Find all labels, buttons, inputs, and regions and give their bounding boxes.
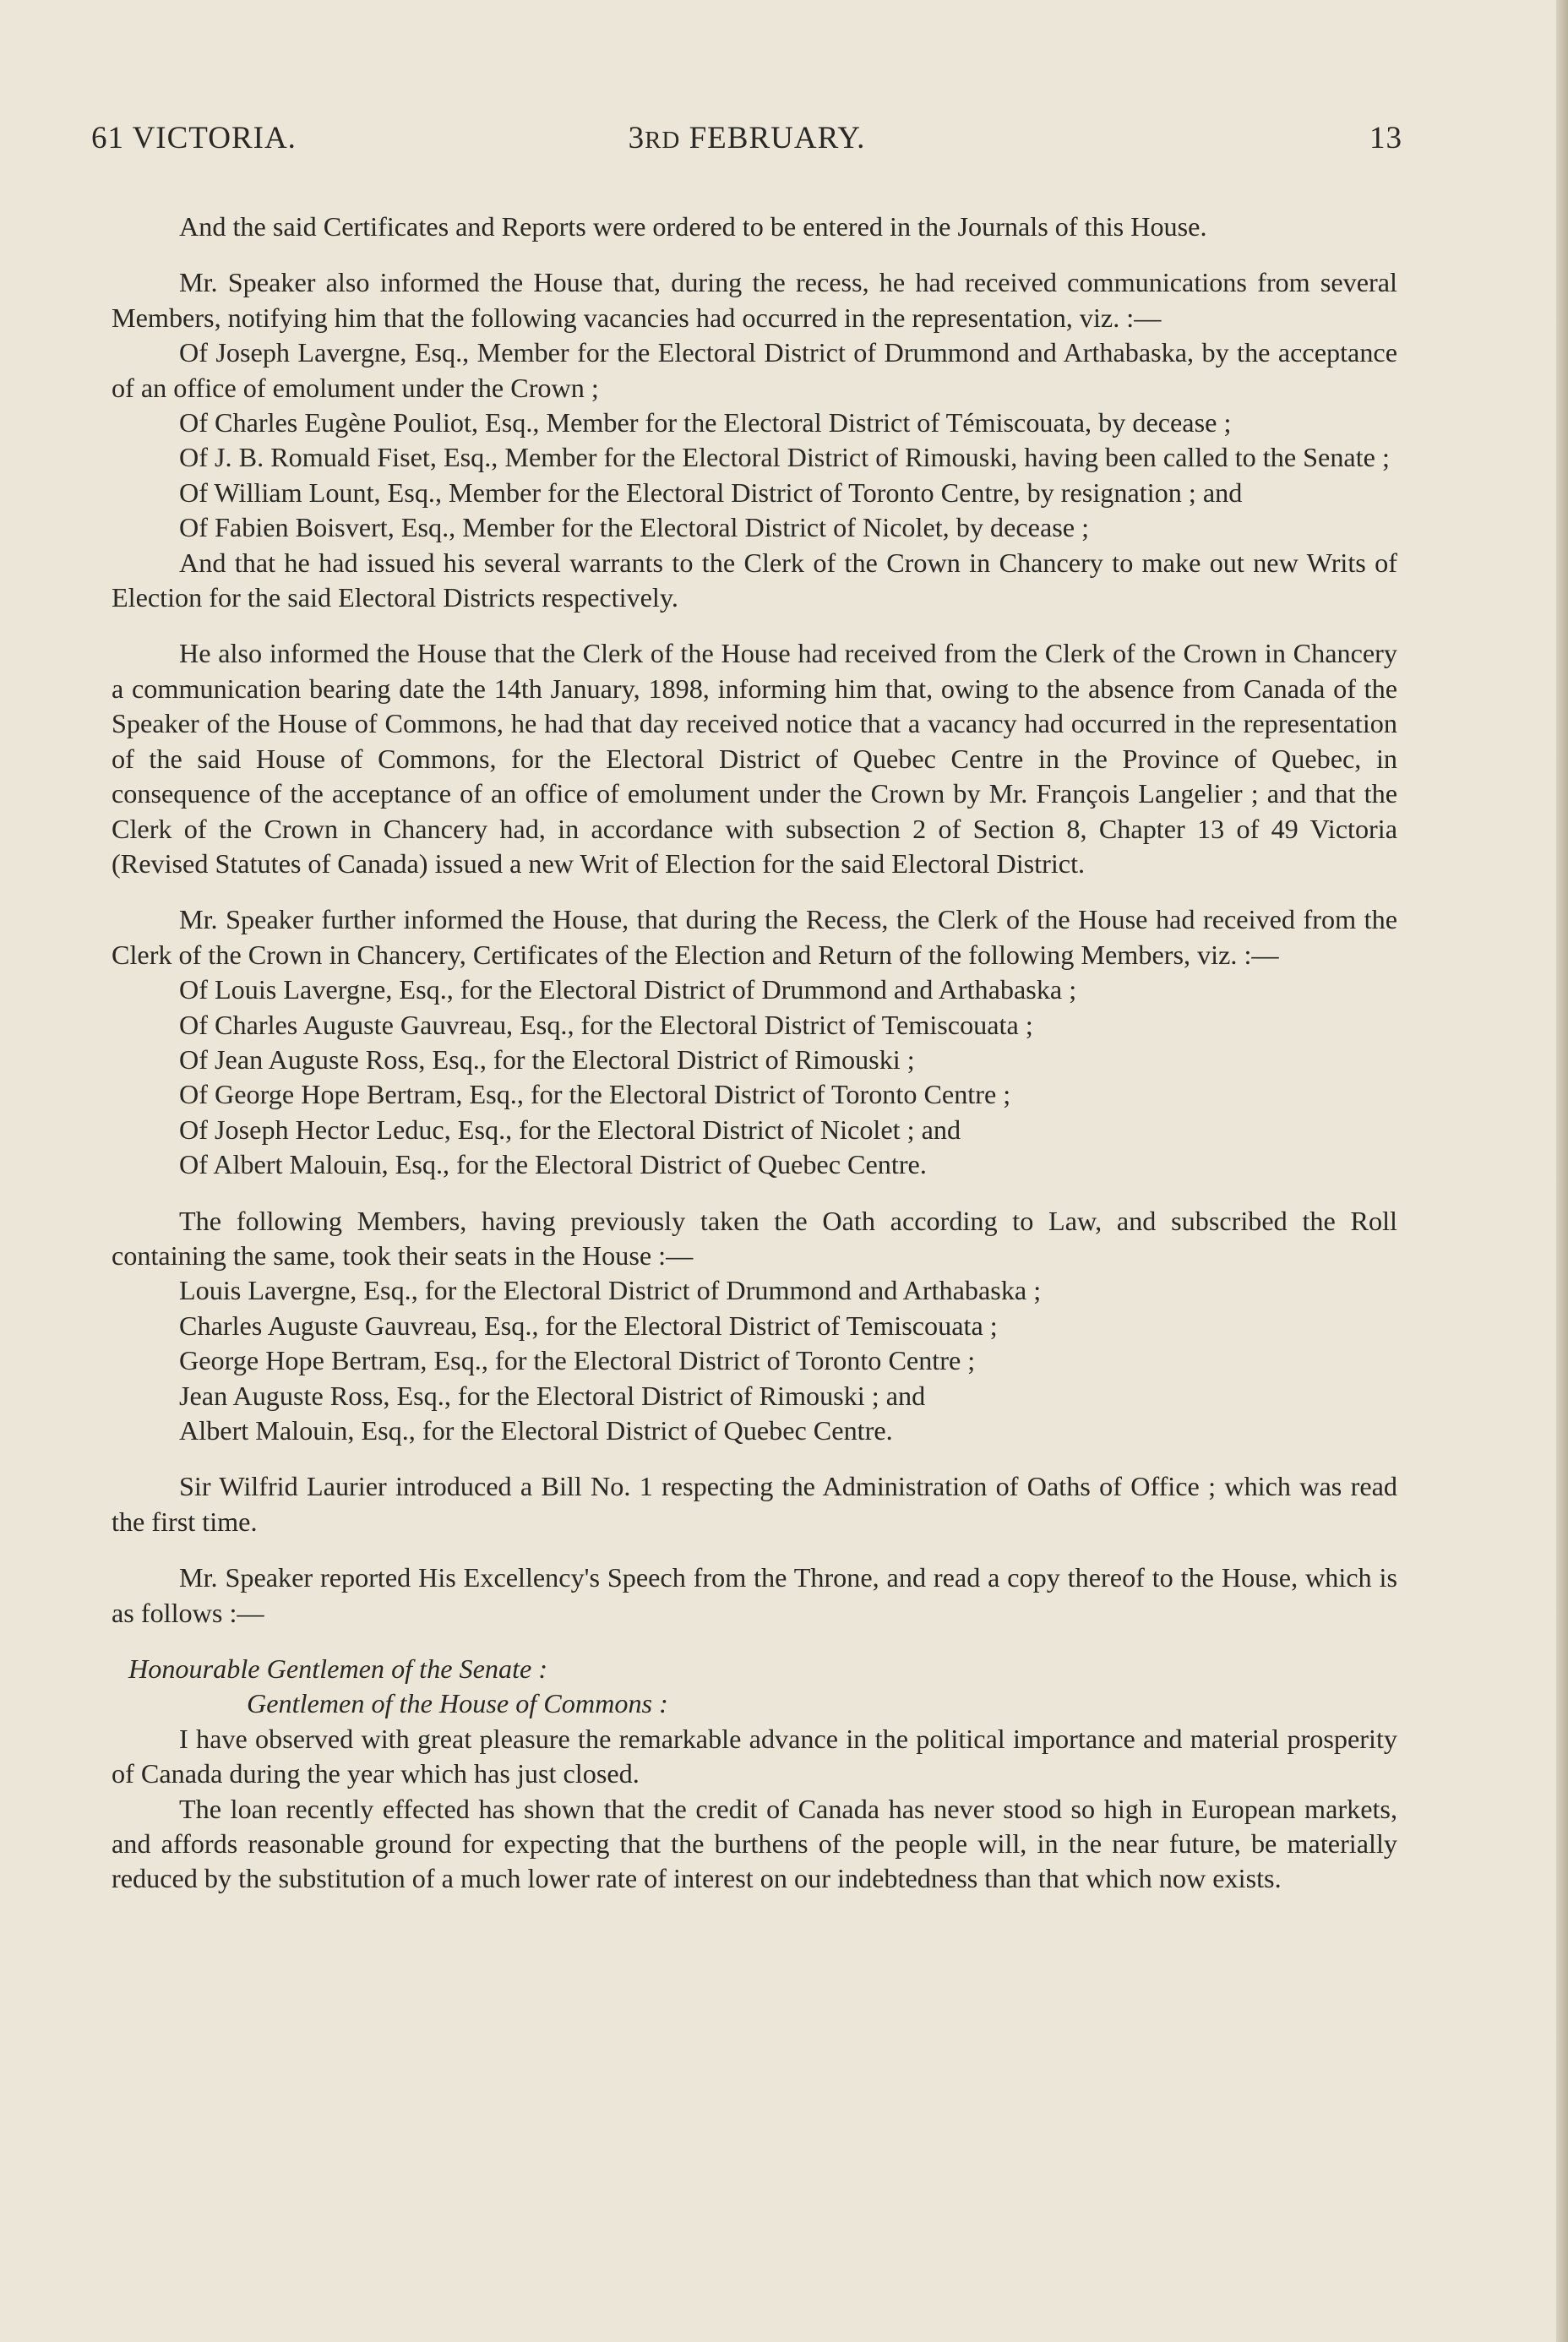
elected-member: Of Charles Auguste Gauvreau, Esq., for the Electoral District of Temiscouata ; xyxy=(179,1009,1033,1040)
elected-member: Of Albert Malouin, Esq., for the Electoral District of Quebec Centre. xyxy=(179,1149,927,1180)
seated-member: Louis Lavergne, Esq., for the Electoral District of Drummond and Arthabaska ; xyxy=(179,1275,1042,1306)
header-date: 3RD FEBRUARY. xyxy=(628,121,866,155)
speech-paragraph: The loan recently effected has shown that the credit of Canada has never stood so high in European markets, and affords reasonable ground for expecting that the burthens of the people will, in the near future, be materially reduced by the substitution of a much lower rate of interest on our indebtedness than that which now exists. xyxy=(112,1793,1397,1894)
elected-member: Of Jean Auguste Ross, Esq., for the Electoral District of Rimouski ; xyxy=(179,1043,915,1075)
vacancy-item: Of J. B. Romuald Fiset, Esq., Member for the Electoral District of Rimouski, having been called to the Senate ; xyxy=(179,442,1390,473)
page-edge-shadow xyxy=(1556,0,1568,2342)
header-session: 61 VICTORIA. xyxy=(91,121,297,155)
vacancy-item: Of William Lount, Esq., Member for the Electoral District of Toronto Centre, by resignation ; and xyxy=(179,477,1243,508)
paragraph-vacancies-intro: Mr. Speaker also informed the House that, during the recess, he had received communications from several Members, notifying him that the following vacancies had occurred in the representation, viz. :— xyxy=(112,267,1397,333)
paragraph-bill-one: Sir Wilfrid Laurier introduced a Bill No. 1 respecting the Administration of Oaths of Office ; which was read the first time. xyxy=(112,1471,1397,1537)
vacancy-item: Of Joseph Lavergne, Esq., Member for the Electoral District of Drummond and Arthabaska, by the acceptance of an office of emolument under the Crown ; xyxy=(112,337,1397,403)
seated-member: Albert Malouin, Esq., for the Electoral District of Quebec Centre. xyxy=(179,1415,893,1446)
seated-member: George Hope Bertram, Esq., for the Electoral District of Toronto Centre ; xyxy=(179,1345,976,1376)
paragraph-quebec-centre: He also informed the House that the Clerk of the House had received from the Clerk of the Crown in Chancery a communication bearing date the 14th January, 1898, informing him that, owing to the absence from Canada of the Speaker of the House of Commons, he had that day received notice that a vacancy had occurred in the representation of the said House of Commons, for the Electoral District of Quebec Centre in the Province of Quebec, in consequence of the acceptance of an office of emolument under the Crown by Mr. François Langelier ; and that the Clerk of the Crown in Chancery had, in accordance with subsection 2 of Section 8, Chapter 13 of 49 Victoria (Revised Statutes of Canada) issued a new Writ of Election for the said Electoral District. xyxy=(112,638,1397,879)
elected-member: Of Joseph Hector Leduc, Esq., for the Electoral District of Nicolet ; and xyxy=(179,1114,961,1145)
paragraph-throne-speech: Mr. Speaker reported His Excellency's Speech from the Throne, and read a copy thereof to the House, which is as follows :— xyxy=(112,1562,1397,1628)
elected-member: Of George Hope Bertram, Esq., for the Electoral District of Toronto Centre ; xyxy=(179,1079,1011,1110)
page-number: 13 xyxy=(1369,121,1402,155)
paragraph-elections-intro: Mr. Speaker further informed the House, that during the Recess, the Clerk of the House had received from the Clerk of the Crown in Chancery, Certificates of the Election and Return of the following Members, viz. :— xyxy=(112,904,1397,970)
elected-member: Of Louis Lavergne, Esq., for the Electoral District of Drummond and Arthabaska ; xyxy=(179,974,1077,1005)
vacancy-item: Of Fabien Boisvert, Esq., Member for the Electoral District of Nicolet, by decease ; xyxy=(179,512,1090,543)
vacancy-item: Of Charles Eugène Pouliot, Esq., Member for the Electoral District of Témiscouata, by decease ; xyxy=(179,407,1232,438)
salutation-commons: Gentlemen of the House of Commons : xyxy=(247,1688,668,1719)
paragraph-seats-intro: The following Members, having previously taken the Oath according to Law, and subscribed the Roll containing the same, took their seats in the House :— xyxy=(112,1205,1397,1271)
seated-member: Jean Auguste Ross, Esq., for the Electoral District of Rimouski ; and xyxy=(179,1380,926,1411)
warrants-paragraph: And that he had issued his several warrants to the Clerk of the Crown in Chancery to make out new Writs of Election for the said Electoral Districts respectively. xyxy=(112,547,1397,613)
salutation-senate: Honourable Gentlemen of the Senate : xyxy=(128,1653,548,1685)
paragraph-certificates: And the said Certificates and Reports were ordered to be entered in the Journals of this House. xyxy=(179,211,1207,242)
speech-paragraph: I have observed with great pleasure the remarkable advance in the political importance and material prosperity of Canada during the year which has just closed. xyxy=(112,1723,1397,1789)
journal-body xyxy=(112,210,1397,1897)
running-header xyxy=(91,120,1402,162)
seated-member: Charles Auguste Gauvreau, Esq., for the Electoral District of Temiscouata ; xyxy=(179,1310,998,1341)
